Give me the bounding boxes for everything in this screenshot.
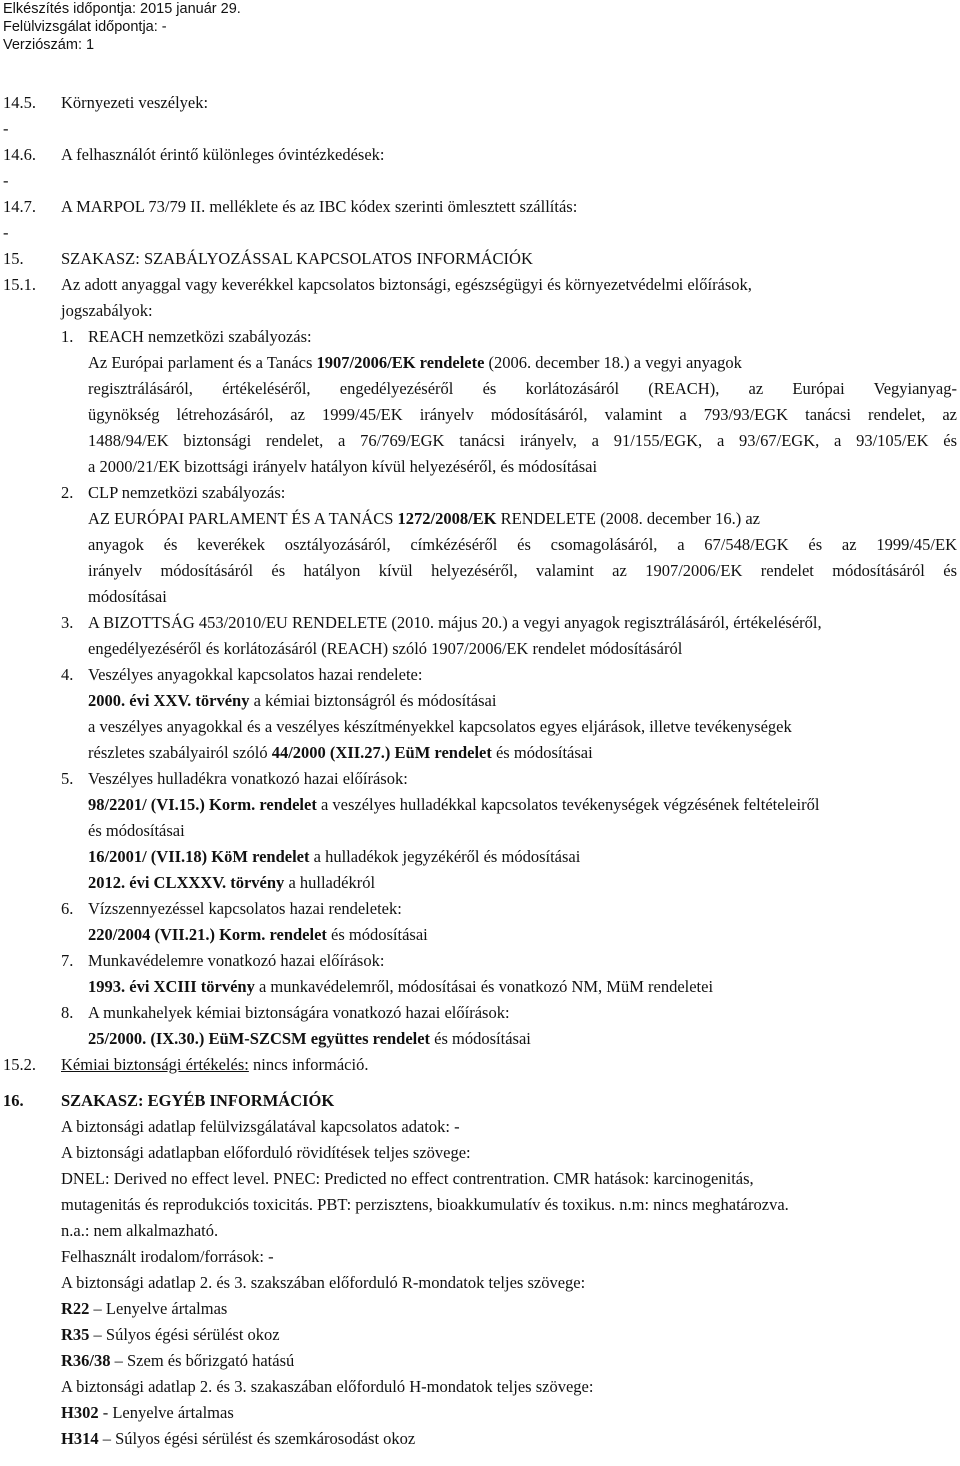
section-15-1-cont: jogszabályok: (61, 301, 153, 320)
item-6-line: 220/2004 (VII.21.) Korm. rendelet és módosításai (88, 925, 428, 944)
r-phrase: R22 – Lenyelve ártalmas (61, 1299, 228, 1318)
s16-line: A biztonsági adatlap felülvizsgálatával kapcsolatos adatok: - (61, 1117, 460, 1136)
r-phrase: R35 – Súlyos égési sérülést okoz (61, 1325, 280, 1344)
item-5-line: és módosításai (88, 821, 185, 840)
section-14-5: 14.5. Környezeti veszélyek: (3, 93, 209, 112)
s16-line: n.a.: nem alkalmazható. (61, 1221, 219, 1240)
item-3-title: 3. A BIZOTTSÁG 453/2010/EU RENDELETE (2010. május 20.) a vegyi anyagok regisztrálásáról, értékeléséről, (61, 613, 822, 632)
section-16-heading: 16. SZAKASZ: EGYÉB INFORMÁCIÓK (3, 1091, 335, 1110)
item-5-title: 5. Veszélyes hulladékra vonatkozó hazai előírások: (61, 769, 408, 788)
item-2-title: 2. CLP nemzetközi szabályozás: (61, 483, 286, 502)
item-4-title: 4. Veszélyes anyagokkal kapcsolatos hazai rendelete: (61, 665, 423, 684)
item-8-line: 25/2000. (IX.30.) EüM-SZCSM együttes rendelet és módosításai (88, 1029, 531, 1048)
section-15-heading: 15. SZAKASZ: SZABÁLYOZÁSSAL KAPCSOLATOS INFORMÁCIÓK (3, 249, 533, 268)
section-14-6: 14.6. A felhasználót érintő különleges óvintézkedések: (3, 145, 385, 164)
item-6-title: 6. Vízszennyezéssel kapcsolatos hazai rendeletek: (61, 899, 402, 918)
item-1-line: a 2000/21/EK bizottsági irányelv hatályon kívül helyezéséről, és módosításai (88, 457, 598, 476)
section-14-7: 14.7. A MARPOL 73/79 II. melléklete és az IBC kódex szerinti ömlesztett szállítás: (3, 197, 578, 216)
item-1-title: 1. REACH nemzetközi szabályozás: (61, 327, 312, 346)
section-15-2: 15.2. Kémiai biztonsági értékelés: nincs információ. (3, 1055, 369, 1074)
version-number: Verziószám: 1 (3, 37, 95, 53)
s16-line: A biztonsági adatlap 2. és 3. szakaszában előforduló H-mondatok teljes szövege: (61, 1377, 594, 1396)
s16-line: DNEL: Derived no effect level. PNEC: Predicted no effect contrentration. CMR hatások: karcinogenitás, (61, 1169, 754, 1188)
reviewed-date: Felülvizsgálat időpontja: - (3, 19, 167, 35)
item-3-line: engedélyezéséről és korlátozásáról (REACH) szóló 1907/2006/EK rendelet módosításáról (88, 639, 683, 658)
item-5-line: 98/2201/ (VI.15.) Korm. rendelet a veszélyes hulladékkal kapcsolatos tevékenységek végzésének feltételeiről (88, 795, 820, 814)
s16-line: Felhasznált irodalom/források: - (61, 1247, 274, 1266)
s16-line: mutagenitás és reprodukciós toxicitás. PBT: perzisztens, bioakkumulatív és toxikus. n.m: nincs meghatározva. (61, 1195, 789, 1214)
item-4-line: a veszélyes anyagokkal és a veszélyes készítményekkel kapcsolatos egyes eljárások, illetve tevékenységek (88, 717, 792, 736)
item-4-line: 2000. évi XXV. törvény a kémiai biztonságról és módosításai (88, 691, 497, 710)
section-14-6-value: - (3, 171, 9, 190)
section-14-7-value: - (3, 223, 9, 242)
item-2-line: módosításai (88, 587, 167, 606)
h-phrase: H314 – Súlyos égési sérülést és szemkárosodást okoz (61, 1429, 416, 1448)
r-phrase: R36/38 – Szem és bőrizgató hatású (61, 1351, 295, 1370)
section-15-1: 15.1. Az adott anyaggal vagy keverékkel kapcsolatos biztonsági, egészségügyi és környezetvédelmi előírások, (3, 275, 752, 294)
item-5-line: 2012. évi CLXXXV. törvény a hulladékról (88, 873, 376, 892)
item-4-line: részletes szabályairól szóló 44/2000 (XII.27.) EüM rendelet és módosításai (88, 743, 593, 762)
document-body (3, 90, 957, 1452)
item-1-line: Az Európai parlament és a Tanács 1907/2006/EK rendelete (2006. december 18.) a vegyi anyagok (88, 353, 742, 372)
item-2-line: AZ EURÓPAI PARLAMENT ÉS A TANÁCS 1272/2008/EK RENDELETE (2008. december 16.) az (88, 509, 760, 528)
section-14-5-value: - (3, 119, 9, 138)
created-date: Elkészítés időpontja: 2015 január 29. (3, 1, 241, 17)
item-7-line: 1993. évi XCIII törvény a munkavédelemről, módosításai és vonatkozó NM, MüM rendeletei (88, 977, 714, 996)
item-1-line: regisztrálásáról, értékeléséről, engedélyezéséről és korlátozásáról (REACH), az Európai Vegyianyag- (88, 379, 957, 398)
s16-line: A biztonsági adatlap 2. és 3. szakszában előforduló R-mondatok teljes szövege: (61, 1273, 586, 1292)
item-5-line: 16/2001/ (VII.18) KöM rendelet a hulladékok jegyzékéről és módosításai (88, 847, 581, 866)
s16-line: A biztonsági adatlapban előforduló rövidítések teljes szövege: (61, 1143, 471, 1162)
item-1-line: ügynökség létrehozásáról, az 1999/45/EK irányelv módosításáról, valamint a 793/93/EGK tanácsi rendelet, az (88, 405, 957, 424)
item-7-title: 7. Munkavédelemre vonatkozó hazai előírások: (61, 951, 385, 970)
page-header (3, 0, 241, 54)
h-phrase: H302 - Lenyelve ártalmas (61, 1403, 234, 1422)
item-2-line: anyagok és keverékek osztályozásáról, címkézéséről és csomagolásáról, a 67/548/EGK és az 1999/45/EK (88, 535, 957, 554)
item-1-line: 1488/94/EK biztonsági rendelet, a 76/769/EGK tanácsi irányelv, a 91/155/EGK, a 93/67/EGK, a 93/105/EK és (88, 431, 957, 450)
item-8-title: 8. A munkahelyek kémiai biztonságára vonatkozó hazai előírások: (61, 1003, 510, 1022)
item-2-line: irányelv módosításáról és hatályon kívül helyezéséről, valamint az 1907/2006/EK rendelet módosításáról és (88, 561, 957, 580)
